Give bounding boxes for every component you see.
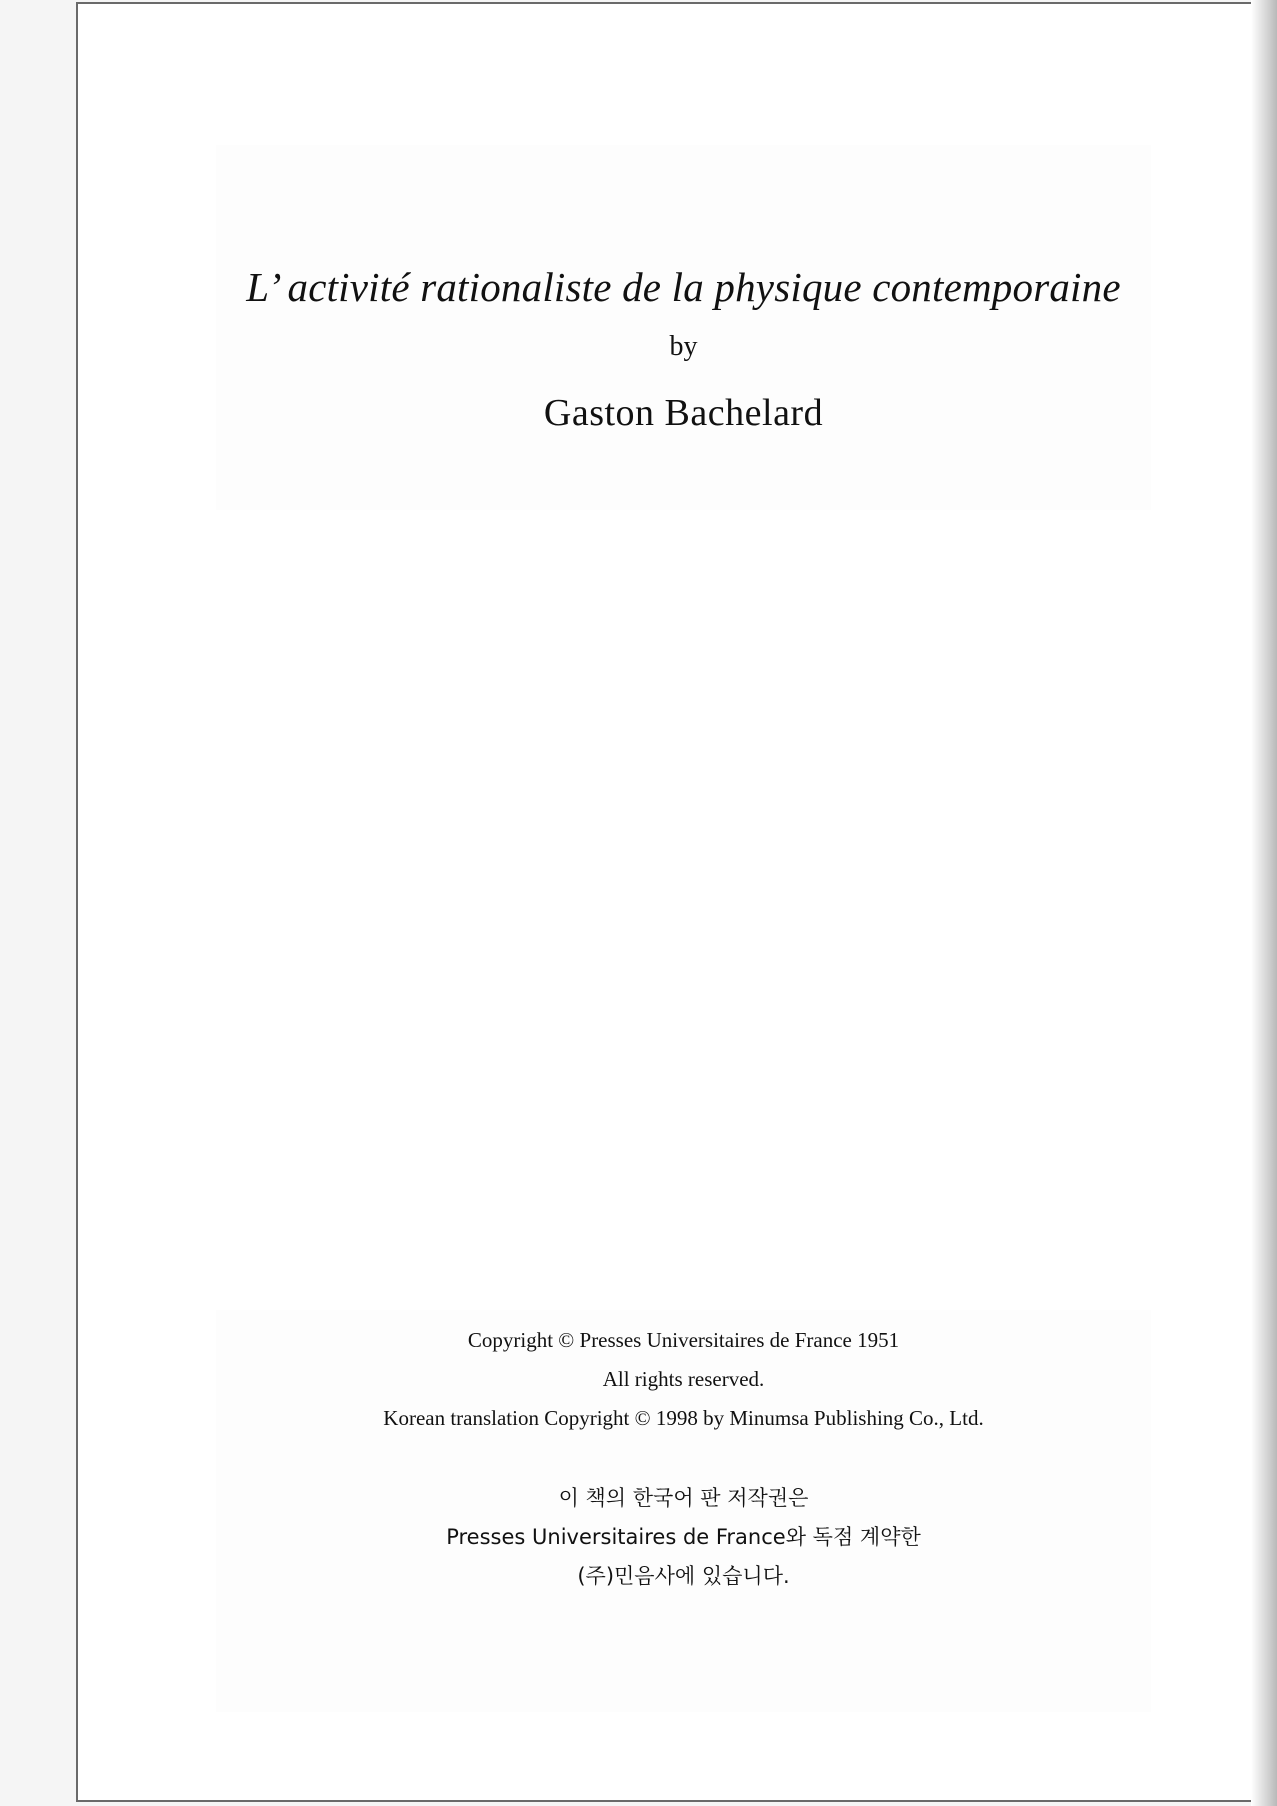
korean-notice-line-3: (주)민음사에 있습니다.	[577, 1564, 790, 1588]
page-edge-shadow	[1251, 0, 1277, 1806]
copyright-original: Copyright © Presses Universitaires de France 1951	[467, 1328, 900, 1352]
by-line: by	[669, 331, 698, 362]
copyright-block	[216, 1310, 1151, 1712]
author-name: Gaston Bachelard	[543, 392, 824, 434]
copyright-korean-translation: Korean translation Copyright © 1998 by Minumsa Publishing Co., Ltd.	[383, 1406, 984, 1430]
book-title: L’ activité rationaliste de la physique contemporaine	[246, 264, 1121, 310]
korean-notice-line-1: 이 책의 한국어 판 저작권은	[558, 1486, 809, 1510]
title-block	[216, 145, 1151, 510]
korean-notice-line-2: Presses Universitaires de France와 독점 계약한	[446, 1525, 921, 1549]
rights-reserved: All rights reserved.	[602, 1367, 765, 1391]
